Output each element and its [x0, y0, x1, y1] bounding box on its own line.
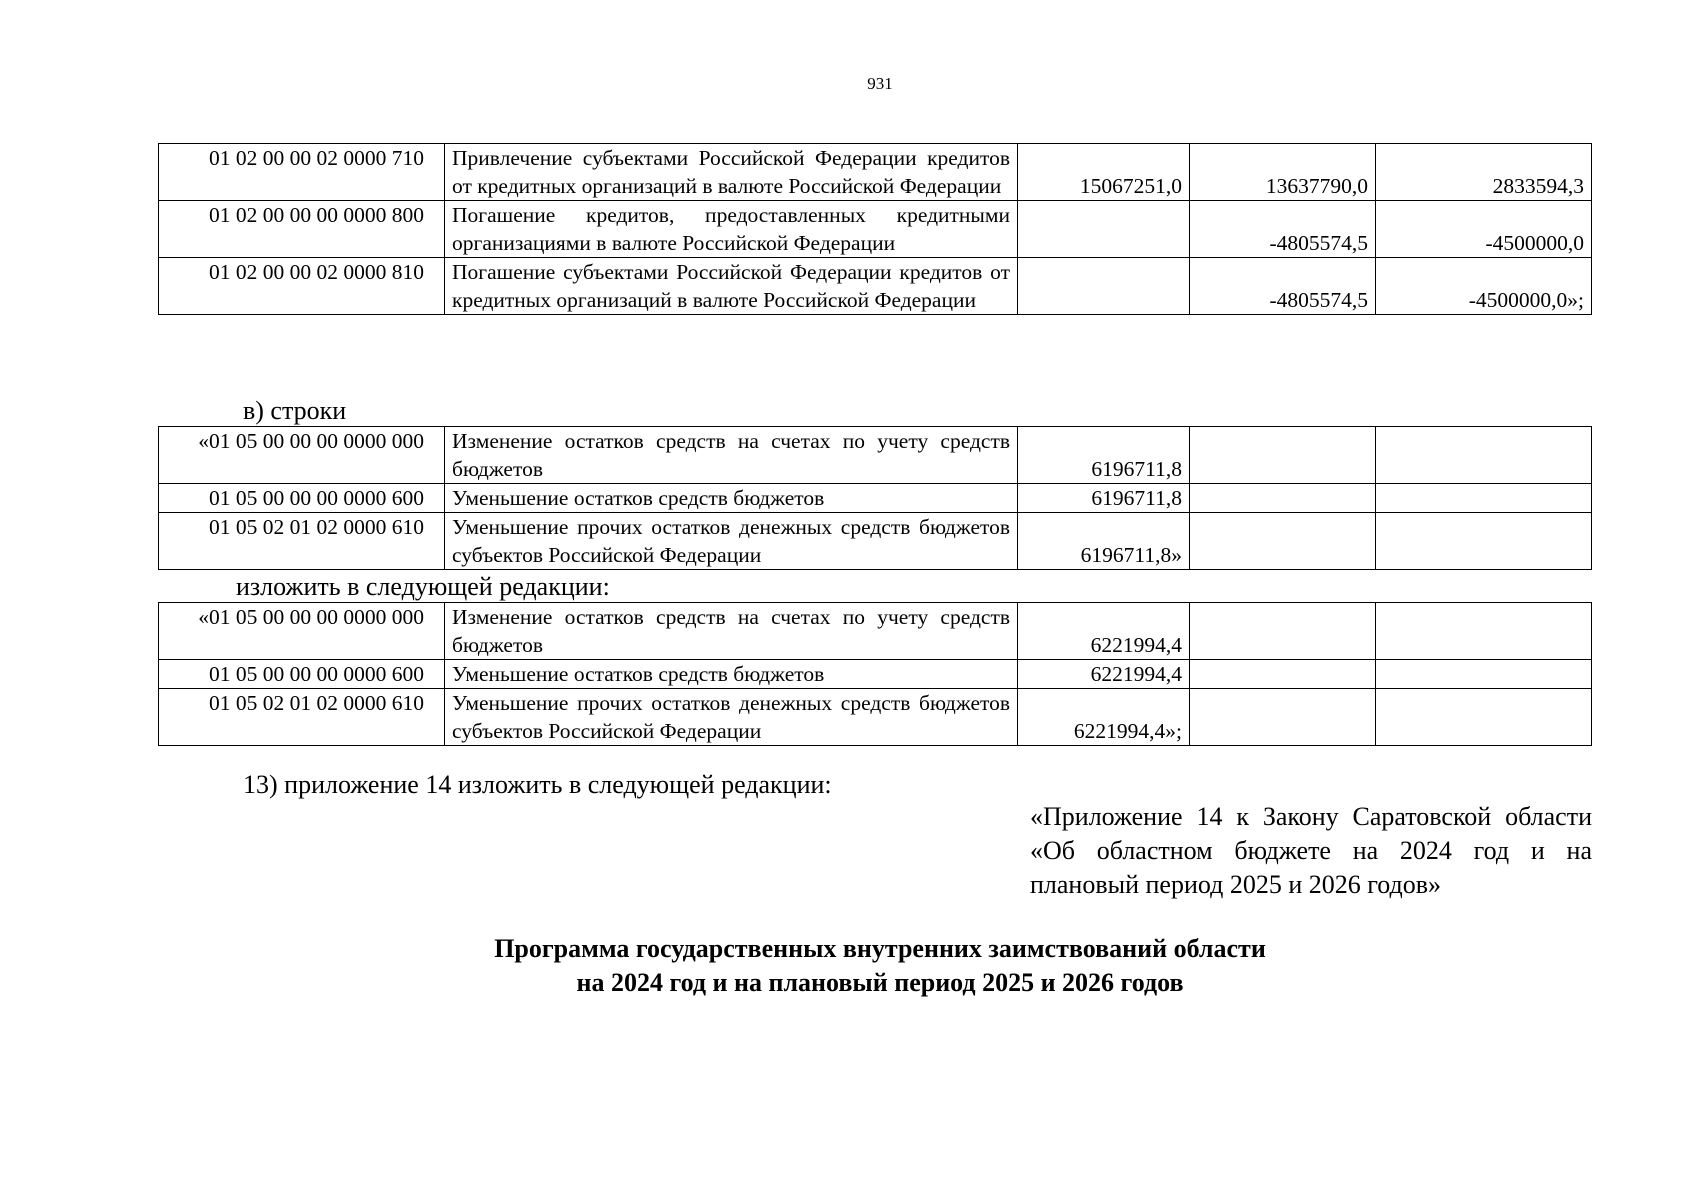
amount-2025 — [1190, 484, 1376, 513]
classification-code: «01 05 00 00 00 0000 000 — [159, 603, 445, 660]
amount-2025: 13637790,0 — [1190, 144, 1376, 201]
item-13-text: 13) приложение 14 изложить в следующей редакции: — [243, 770, 832, 799]
row-description: Изменение остатков средств на счетах по учету средств бюджетов — [445, 427, 1018, 484]
amount-2026: -4500000,0 — [1376, 201, 1592, 258]
table-row — [159, 427, 1592, 484]
table-row — [159, 689, 1592, 746]
table-row — [159, 603, 1592, 660]
amount-2025 — [1190, 513, 1376, 570]
amount-2025 — [1190, 427, 1376, 484]
table-row — [159, 258, 1592, 315]
amount-2026: -4500000,0»; — [1376, 258, 1592, 315]
section-v-label: в) строки — [243, 396, 347, 425]
row-description: Привлечение субъектами Российской Федерации кредитов от кредитных организаций в валюте Российской Федерации — [445, 144, 1018, 201]
row-description: Изменение остатков средств на счетах по учету средств бюджетов — [445, 603, 1018, 660]
classification-code: 01 05 02 01 02 0000 610 — [159, 513, 445, 570]
amount-2024: 15067251,0 — [1018, 144, 1190, 201]
budget-sources-table-new — [158, 602, 1592, 746]
amount-2024: 6221994,4 — [1018, 603, 1190, 660]
amount-2025: -4805574,5 — [1190, 258, 1376, 315]
program-title-line-1: Программа государственных внутренних заимствований области — [494, 934, 1266, 963]
budget-sources-table-old — [158, 426, 1592, 570]
program-title-line-2: на 2024 год и на плановый период 2025 и 2026 годов — [576, 968, 1184, 997]
table-row — [159, 484, 1592, 513]
amount-2026: 2833594,3 — [1376, 144, 1592, 201]
classification-code: 01 05 00 00 00 0000 600 — [159, 484, 445, 513]
classification-code: «01 05 00 00 00 0000 000 — [159, 427, 445, 484]
table-row — [159, 660, 1592, 689]
amount-2024 — [1018, 258, 1190, 315]
table-row — [159, 144, 1592, 201]
amount-2026 — [1376, 689, 1592, 746]
classification-code: 01 02 00 00 00 0000 800 — [159, 201, 445, 258]
row-description: Уменьшение прочих остатков денежных средств бюджетов субъектов Российской Федерации — [445, 513, 1018, 570]
page-number: 931 — [867, 74, 893, 93]
program-title — [0, 932, 1697, 1000]
section-izlozhit-label: изложить в следующей редакции: — [236, 572, 610, 601]
row-description: Погашение кредитов, предоставленных кредитными организациями в валюте Российской Федерации — [445, 201, 1018, 258]
amount-2025 — [1190, 689, 1376, 746]
amount-2024: 6196711,8» — [1018, 513, 1190, 570]
budget-sources-table-credits — [158, 143, 1592, 315]
amount-2025 — [1190, 660, 1376, 689]
amount-2024 — [1018, 201, 1190, 258]
amount-2026 — [1376, 603, 1592, 660]
row-description: Погашение субъектами Российской Федерации кредитов от кредитных организаций в валюте Российской Федерации — [445, 258, 1018, 315]
amount-2026 — [1376, 660, 1592, 689]
amount-2024: 6196711,8 — [1018, 427, 1190, 484]
amount-2024: 6196711,8 — [1018, 484, 1190, 513]
amount-2026 — [1376, 484, 1592, 513]
classification-code: 01 02 00 00 02 0000 710 — [159, 144, 445, 201]
amount-2026 — [1376, 427, 1592, 484]
amount-2025 — [1190, 603, 1376, 660]
table-row — [159, 201, 1592, 258]
row-description: Уменьшение остатков средств бюджетов — [445, 660, 1018, 689]
amount-2026 — [1376, 513, 1592, 570]
table-row — [159, 513, 1592, 570]
appendix-reference: «Приложение 14 к Закону Саратовской области «Об областном бюджете на 2024 год и на плановый период 2025 и 2026 годов» — [1030, 802, 1592, 899]
row-description: Уменьшение прочих остатков денежных средств бюджетов субъектов Российской Федерации — [445, 689, 1018, 746]
amount-2024: 6221994,4 — [1018, 660, 1190, 689]
classification-code: 01 02 00 00 02 0000 810 — [159, 258, 445, 315]
amount-2025: -4805574,5 — [1190, 201, 1376, 258]
amount-2024: 6221994,4»; — [1018, 689, 1190, 746]
row-description: Уменьшение остатков средств бюджетов — [445, 484, 1018, 513]
classification-code: 01 05 00 00 00 0000 600 — [159, 660, 445, 689]
classification-code: 01 05 02 01 02 0000 610 — [159, 689, 445, 746]
